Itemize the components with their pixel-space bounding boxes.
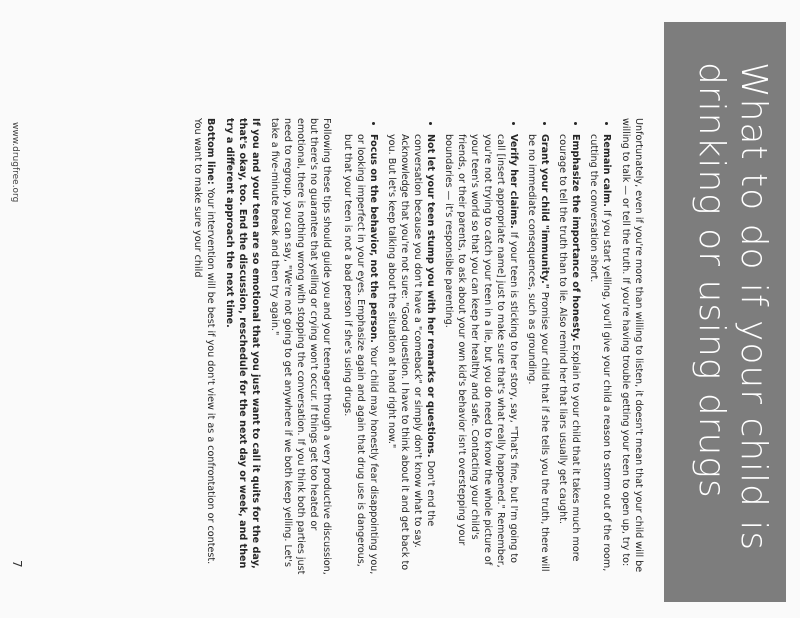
- tip-text: If you start yelling, you'll give your child a reason to storm out of the room, cutting the conversation short.: [588, 134, 612, 572]
- bottom-line-paragraph: [191, 118, 217, 578]
- emotional-paragraph-text: If you and your teen are so emotional that you just want to call it quits for the day, that's okay, too. End the discussion, reschedule for the next day or week, and then try a different approach the next time.: [224, 118, 261, 569]
- list-item: [587, 134, 613, 578]
- list-item: [556, 134, 582, 578]
- followup-paragraph: Following these tips should guide you and your teenager through a very productive discussion, but there's no guarantee that yelling or crying won't occur. If things get too heated or emotional, there is nothing wrong with stopping the conversation. If you think both parties just need to regroup, you can say, "We're not going to get anywhere if we both keep yelling. Let's take a five-minute break and then try again.": [269, 118, 332, 575]
- list-item: [385, 134, 437, 578]
- list-item: [341, 134, 380, 578]
- title-banner: [664, 22, 786, 602]
- tip-text: Promise your child that if she tells you the truth, there will be no immediate consequences, such as grounding.: [526, 134, 550, 572]
- list-item: [525, 134, 551, 578]
- tip-lead: Verify her claims.: [508, 134, 519, 229]
- tips-list: [341, 118, 613, 578]
- tip-lead: Emphasize the importance of honesty.: [570, 134, 581, 342]
- tip-text: Don't end the conversation because you don't have a "comeback" or simply don't know what to say. Acknowledge that you're not sure: "Good question. I have to think about it and get back to you. But let's keep talking about the situation at hand right now.": [386, 134, 436, 571]
- tip-lead: Remain calm.: [601, 134, 612, 207]
- emotional-paragraph: [223, 118, 262, 578]
- tip-text: Explain to your child that it takes much more courage to tell the truth than to lie. Also remind her that liars usually get caught.: [557, 134, 581, 562]
- list-item: [442, 134, 520, 578]
- tip-text: If your teen is sticking to her story, say, "That's fine, but I'm going to call [insert appropriate name] just to make sure that's what really happened." Remember, you're not trying to catch your teen in a lie, but you do need to know the whole picture of your teen's world so that you can keep her healthy and safe. Contacting your child's friends, or their parents, to ask about your own kid's behavior isn't overstepping your boundaries — it's responsible parenting.: [443, 134, 519, 568]
- tip-text: Your child may honestly fear disappointing you, or looking imperfect in your eyes. Emphasize again and again that drug use is dangerous, but that your teen is not a bad person if she's using drugs.: [342, 134, 379, 575]
- tip-lead: Focus on the behavior, not the person.: [368, 134, 379, 343]
- bottom-line-lead: Bottom line:: [205, 118, 216, 185]
- page-number: 7: [10, 560, 24, 568]
- tip-lead: Not let your teen stump you with her remarks or questions.: [425, 134, 436, 458]
- article-body: [185, 118, 645, 578]
- bottom-line-text: Your intervention will be best if you don't view it as a confrontation or contest. You want to make sure your child: [192, 118, 216, 565]
- tip-lead: Grant your child "immunity.": [539, 134, 550, 289]
- footer-url: www.drugfree.org: [10, 122, 20, 203]
- intro-paragraph: Unfortunately, even if you're more than willing to listen, it doesn't mean that your child will be willing to talk — or tell the truth. If you're having trouble getting your teen to open up, try to:: [620, 118, 644, 573]
- page-title: What to do if your child is drinking or using drugs: [691, 62, 774, 552]
